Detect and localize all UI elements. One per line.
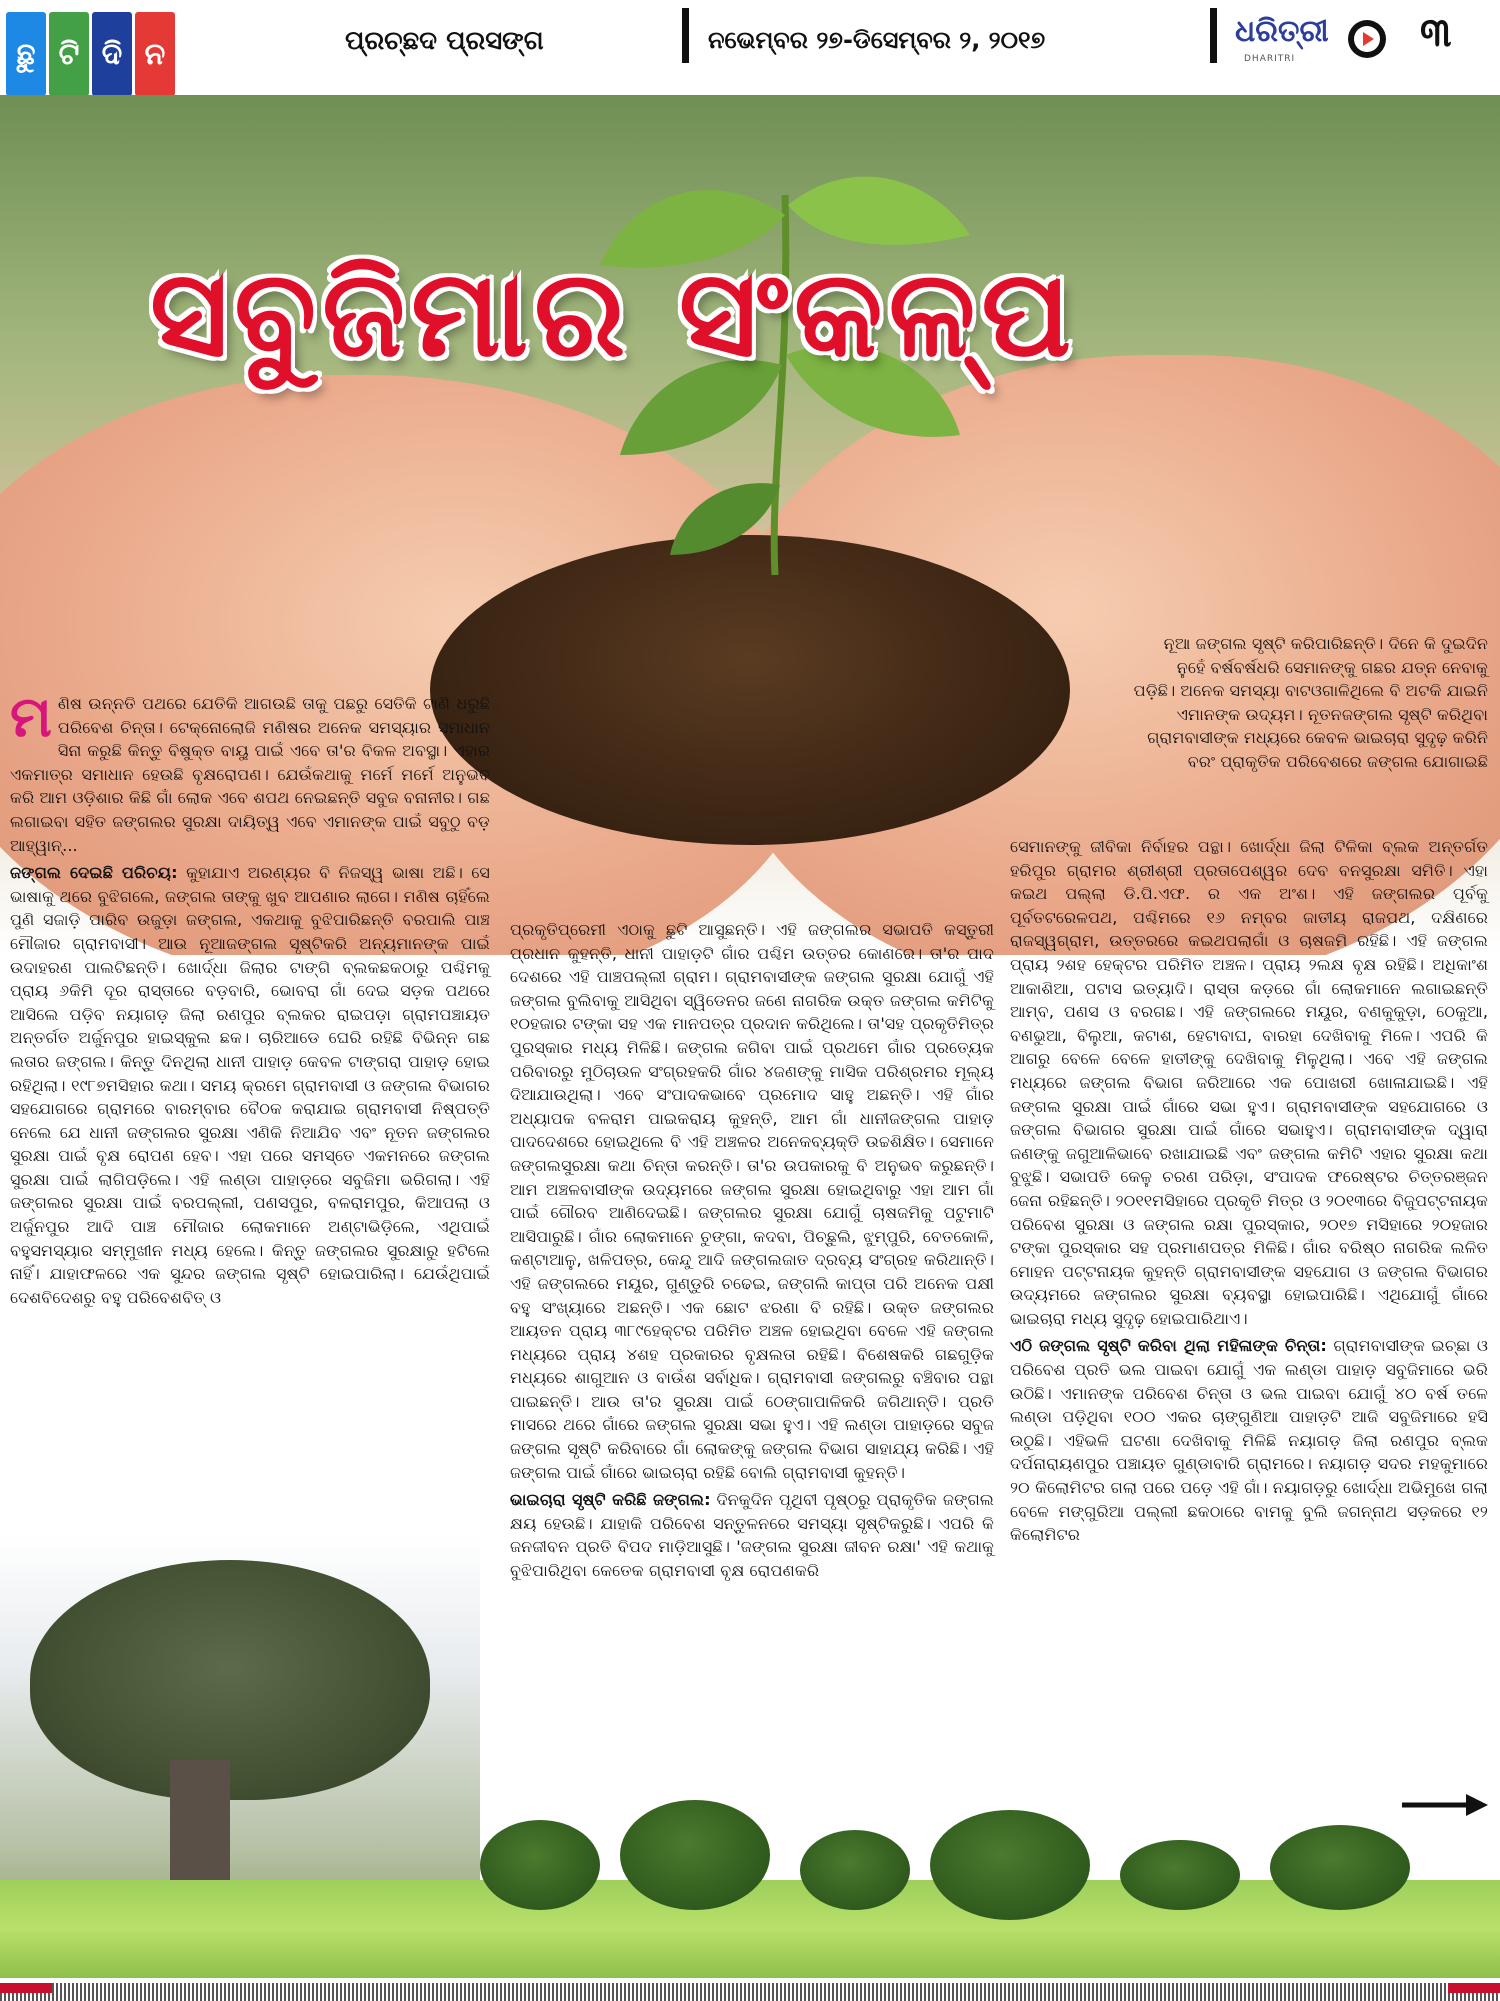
paragraph: ଣିଷ ଉନ୍ନତି ପଥରେ ଯେତିକି ଆଗଉଛି ତାକୁ ପଛରୁ ସେତିକି ଟାଣି ଧରୁଛି ପରିବେଶ ଚିନ୍ତା। ଟେକ୍ନୋଲୋଜି ମଣିଷର ଅନେକ ସମସ୍ୟାର ସମାଧାନ ସିନା କରୁଛି କିନ୍ତୁ ବିଷୁକ୍ତ ବାୟୁ ପାଇଁ ଏବେ ତା'ର ବିକଳ ଅବସ୍ଥା। ଏହାର ଏକମାତ୍ର ସମାଧାନ ହେଉଛି ବୃକ୍ଷରୋପଣ। ଯେଉଁକଥାକୁ ମର୍ମେ ମର୍ମେ ଅନୁଭବ କରି ଆମ ଓଡ଼ିଶାର କିଛି ଗାଁ ଲୋକ ଏବେ ଶପଥ ନେଇଛନ୍ତି ସବୁଜ ବନାନୀର। ଗଛ ଲଗାଇବା ସହିତ ଜଙ୍ଗଲର ସୁରକ୍ଷା ଦାୟିତ୍ୱ ଏବେ ଏମାନଙ୍କ ପାଇଁ ସବୁଠୁ ବଡ଼ ଆହ୍ୱାନ୍... (10, 694, 490, 855)
play-icon[interactable] (1348, 20, 1386, 58)
paragraph: ଗ୍ରାମବାସୀଙ୍କ ଇଚ୍ଛା ଓ ପରିବେଶ ପ୍ରତି ଭଲ ପାଇବା ଯୋଗୁଁ ଏକ ଲଣ୍ଡା ପାହାଡ଼ ସବୁଜିମାରେ ଭରି ଉଠିଛି। ଏମାନଙ୍କ ପରିବେଶ ଚିନ୍ତା ଓ ଭଲ ପାଇବା ଯୋଗୁଁ ୪୦ ବର୍ଷ ତଳେ ଲଣ୍ଡା ପଡ଼ିଥିବା ୧୦୦ ଏକର ଚାଙ୍ଗୁଣିଆ ପାହାଡ଼ଟି ଆଜି ସବୁଜିମାରେ ହସି ଉଠୁଛି। ଏହିଭଳି ଘଟଣା ଦେଖିବାକୁ ମିଳିଛି ନୟାଗଡ଼ ଜିଲା ରଣପୁର ବ୍ଲକ ଦର୍ପନାରାୟଣପୁର ପଞ୍ଚାୟତ ଗୁଣ୍ଡାବାରି ଗ୍ରାମରେ। ନୟାଗଡ଼ ସଦର ମହକୁମାରେ ୨୦ କିଲୋମିଟର ଗଲା ପରେ ପଡ଼େ ଏହି ଗାଁ। ନୟାଗଡ଼ରୁ ଖୋର୍ଦ୍ଧା ଅଭିମୁଖେ ଗଲା ବେଳେ ମଙ୍ଗୁରିଆ ପଲ୍ଲୀ ଛକଠାରେ ବାମକୁ ବୁଲି ଜଗନ୍ନାଥ ସଡ଼କରେ ୧୨ କିଲୋମିଟର (1010, 1336, 1488, 1545)
subhead: ଏଠି ଜଙ୍ଗଲ ସୃଷ୍ଟି କରିବା ଥିଲା ମହିଳାଙ୍କ ଚିନ୍ତା: (1010, 1336, 1327, 1356)
paragraph: ଦିନକୁଦିନ ପୃଥିବୀ ପୃଷ୍ଠରୁ ପ୍ରାକୃତିକ ଜଙ୍ଗଲ କ୍ଷୟ ହେଉଛି। ଯାହାକି ପରିବେଶ ସନ୍ତୁଳନରେ ସମସ୍ୟା ସୃଷ୍ଟିକରୁଛି। ଏପରି କି ଜନଜୀବନ ପ୍ରତି ବିପଦ ମାଡ଼ିଆସୁଛି। 'ଜଙ୍ଗଲ ସୁରକ୍ଷା ଜୀବନ ରକ୍ଷା' ଏହି କଥାକୁ ବୁଝିପାରିଥିବା କେତେକ ଗ୍ରାମବାସୀ ବୃକ୍ଷ ରୋପଣକରି (510, 1490, 994, 1581)
dropcap: ମ (10, 685, 52, 750)
meadow-photo (0, 1880, 1500, 1978)
tree (480, 1820, 600, 1910)
tree (930, 1810, 1090, 1920)
logo-letter: ଟି (49, 12, 89, 96)
footer-accent (1448, 1983, 1500, 1993)
article-column-1 (10, 685, 490, 1313)
article-column-3-intro (1010, 632, 1488, 778)
section-name: ପ୍ରଚ୍ଛଦ ପ୍ରସଙ୍ଗ (345, 26, 544, 56)
tree (1270, 1825, 1410, 1910)
footer-rule (0, 1983, 1500, 2001)
paragraph: ସେମାନଙ୍କୁ ଜୀବିକା ନିର୍ବାହର ପନ୍ଥା। ଖୋର୍ଦ୍ଧା ଜିଲା ଟିଳିକା ବ୍ଲକ ଅନ୍ତର୍ଗତ ହରିପୁର ଗ୍ରାମର ଶ୍ରୀଶ୍ରୀ ପ୍ରତାପେଶ୍ୱର ଦେବ ବନସୁରକ୍ଷା ସମିତି। ଏହା କଇଥ ପଲ୍ଲା ଡି.ପି.ଏଫ. ର ଏକ ଅଂଶ। ଏହି ଜଙ୍ଗଲର ପୂର୍ବକୁ ପୂର୍ବତଟରେଳପଥ, ପଶ୍ଚିମରେ ୧୬ ନମ୍ବର ଜାତୀୟ ରାଜପଥ, ଦକ୍ଷିଣରେ ରାଜସ୍ୱଗ୍ରାମ, ଉତ୍ତରରେ କଇଥପଲାଗାଁ ଓ ଚାଷଜମି ରହିଛି। ଏହି ଜଙ୍ଗଲ ପ୍ରାୟ ୨ଶହ ହେକ୍ଟର ପରିମିତ ଅଞ୍ଚଳ। ପ୍ରାୟ ୨ଲକ୍ଷ ବୃକ୍ଷ ରହିଛି। ଅଧିକାଂଶ ଆକାଶିଆ, ପଟାସ ଇତ୍ୟାଦି। ରାସ୍ତା କଡ଼ରେ ଗାଁ ଲୋକମାନେ ଲଗାଇଛନ୍ତି ଆମ୍ବ, ପଣସ ଓ ବରଗଛ। ଏହି ଜଙ୍ଗଲରେ ମୟୂର, ବଣକୁକୁଡ଼ା, ଠେକୁଆ, ବଣଭୁଆ, ବିଲୁଆ, କଟାଶ, ହେଟାବାଘ, ବାରହା ଦେଖିବାକୁ ମିଳେ। ଏପରି କି ଆଗରୁ ବେଳେ ବେଳେ ହାତୀଙ୍କୁ ଦେଖିବାକୁ ମିଳୁଥିଲା। ଏବେ ଏହି ଜଙ୍ଗଲ ମଧ୍ୟରେ ଜଙ୍ଗଲ ବିଭାଗ ଜରିଆରେ ଏକ ପୋଖରୀ ଖୋଳାଯାଇଛି। ଏହି ଜଙ୍ଗଲ ସୁରକ୍ଷା ପାଇଁ ଗାଁରେ ସଭା ହୁଏ। ଗ୍ରାମବାସୀଙ୍କ ସହଯୋଗରେ ଓ ଜଙ୍ଗଲ ବିଭାଗର ସୁରକ୍ଷା ପାଇଁ ଗାଁରେ ସଭାହୁଏ। ଗ୍ରାମବାସୀଙ୍କ ଦ୍ୱାରା ଜଣଙ୍କୁ ଜଗୁଆଳିଭାବେ ରଖାଯାଇଛି ଏବଂ ଜଙ୍ଗଲ କମିଟି ଏହାର ସୁରକ୍ଷା କଥା ବୁଝୁଛି। ସଭାପତି କେଳୁ ଚରଣ ପରିଡ଼ା, ସଂପାଦକ ଫରେଷ୍ଟର ଚିତ୍ତରଞ୍ଜନ ଜେନା ରହିଛନ୍ତି। ୨୦୧୧ମସିହାରେ ପ୍ରକୃତି ମିତ୍ର ଓ ୨୦୧୩ରେ ବିଜୁପଟ୍ଟନାୟକ ପରିବେଶ ସୁରକ୍ଷା ଓ ଜଙ୍ଗଲ ରକ୍ଷା ପୁରସ୍କାର, ୨୦୧୭ ମସିହାରେ ୨୦ହଜାର ଟଙ୍କା ପୁରସ୍କାର ସହ ପ୍ରମାଣପତ୍ର ମିଳିଛି। ଗାଁର ବରିଷ୍ଠ ନାଗରିକ ଲଳିତ ମୋହନ ପଟ୍ଟନାୟକ କୁହନ୍ତି ଗ୍ରାମବାସୀଙ୍କ ସହଯୋଗ ଓ ଜଙ୍ଗଲ ବିଭାଗର ଉଦ୍ୟମରେ ଜଙ୍ଗଲର ସୁରକ୍ଷା ବ୍ୟବସ୍ଥା ହୋଇପାରିଛି। ଏଥିଯୋଗୁଁ ଗାଁରେ ଭାଇଚାରା ମଧ୍ୟ ସୁଦୃଢ଼ ହୋଇପାରିଥାଏ। (1010, 837, 1488, 1328)
logo-letter: ଦି (92, 12, 132, 96)
subhead: ଭାଇଚାରା ସୃଷ୍ଟି କରିଛି ଜଙ୍ଗଲ: (510, 1490, 711, 1510)
logo-letter: ଛୁ (6, 12, 46, 96)
newspaper-brand: ଧରିତ୍ରୀ (1235, 14, 1329, 49)
logo-letter: ନ (135, 12, 175, 96)
divider (682, 8, 689, 63)
tree (800, 1830, 910, 1910)
footer-accent (0, 1983, 52, 1993)
banyan-tree (30, 1560, 430, 1800)
article-column-2 (510, 918, 994, 1587)
divider (1210, 8, 1217, 63)
newspaper-brand-sub: DHARITRI (1244, 54, 1296, 64)
tree (620, 1800, 770, 1910)
article-column-3 (1010, 835, 1488, 1551)
paragraph: ନୂଆ ଜଙ୍ଗଲ ସୃଷ୍ଟି କରିପାରିଛନ୍ତି। ଦିନେ କି ଦୁଇଦିନ ନୁହେଁ ବର୍ଷବର୍ଷଧରି ସେମାନଙ୍କୁ ଗଛର ଯତ୍ନ ନେବାକୁ ପଡ଼ିଛି। ଅନେକ ସମସ୍ୟା ବାଟଓଗାଳିଥିଲେ ବି ଅଟକି ଯାଇନି ଏମାନଙ୍କ ଉଦ୍ୟମ। ନୂତନଜଙ୍ଗଲ ସୃଷ୍ଟି କରିଥିବା ଗ୍ରାମବାସୀଙ୍କ ମଧ୍ୟରେ କେବଳ ଭାଇଚାରା ସୁଦୃଢ଼ କରିନି ବରଂ ପ୍ରାକୃତିକ ପରିବେଶରେ ଜଙ୍ଗଲ ଯୋଗାଇଛି (1133, 634, 1488, 771)
right-arrow-icon (1400, 1790, 1490, 1820)
paragraph: କୁହାଯାଏ ଅରଣ୍ୟର ବି ନିଜସ୍ୱ ଭାଷା ଅଛି। ସେ ଭାଷାକୁ ଥରେ ବୁଝିଗଲେ, ଜଙ୍ଗଲ ତାଙ୍କୁ ଖୁବ ଆପଣାର ଲାଗେ। ମଣିଷ ଚାହିଁଲେ ପୁଣି ସଜାଡ଼ି ପାରିବ ଉଜୁଡ଼ା ଜଙ୍ଗଲ, ଏକଥାକୁ ବୁଝିପାରିଛନ୍ତି ବରପାଲି ପାଞ୍ଚ ମୌଜାର ଗ୍ରାମବାସୀ। ଆଉ ନୂଆଜଙ୍ଗଲ ସୃଷ୍ଟିକରି ଅନ୍ୟମାନଙ୍କ ପାଇଁ ଉଦାହରଣ ପାଲଟିଛନ୍ତି। ଖୋର୍ଦ୍ଧା ଜିଲାର ଟାଙ୍ଗି ବ୍ଲକଛକଠାରୁ ପଶ୍ଚିମକୁ ପ୍ରାୟ ୬କିମି ଦୂର ରାସ୍ତାରେ ବଡ଼ବାରି, ଭୋବରା ଗାଁ ଦେଇ ସଡ଼କ ପଥରେ ଆସିଲେ ପଡ଼ିବ ନୟାଗଡ଼ ଜିଲା ରଣପୁର ବ୍ଲକର ରାଇପଡ଼ା ଗ୍ରାମପଞ୍ଚାୟତ ଅନ୍ତର୍ଗତ ଅର୍ଜୁନପୁର ହାଇସ୍କୁଲ ଛକ। ଚାରିଆଡେ ଘେରି ରହିଛି ବିଭିନ୍ନ ଗଛ ଲତାର ଜଙ୍ଗଲ। କିନ୍ତୁ ଦିନଥିଲା ଧାନୀ ପାହାଡ଼ କେବଳ ଟାଙ୍ଗରା ପାହାଡ଼ ହୋଇ ରହିଥିଲା। ୧୯୮୭ମସିହାର କଥା। ସମୟ କ୍ରମେ ଗ୍ରାମବାସୀ ଓ ଜଙ୍ଗଲ ବିଭାଗର ସହଯୋଗରେ ଗ୍ରାମରେ ବାରମ୍ବାର ବୈଠକ କରାଯାଇ ଗ୍ରାମବାସୀ ନିଷ୍ପତ୍ତି ନେଲେ ଯେ ଧାନୀ ଜଙ୍ଗଲର ସୁରକ୍ଷା ଏଣିକି ନିଆଯିବ ଏବଂ ନୂତନ ଜଙ୍ଗଲର ସୁରକ୍ଷା ପାଇଁ ବୃକ୍ଷ ରୋପଣ ହେବ। ଏହା ପରେ ସମସ୍ତେ ଏକମନରେ ଜଙ୍ଗଲ ସୁରକ୍ଷା ପାଇଁ ଲାଗିପଡ଼ିଲେ। ଏହି ଲଣ୍ଡା ପାହାଡ଼ରେ ସବୁଜିମା ଭରିଗଲା। ଏହି ଜଙ୍ଗଲର ସୁରକ୍ଷା ପାଇଁ ବରପଲ୍ଲୀ, ପଣସପୁର, ବଳରାମପୁର, କିଆପଲା ଓ ଅର୍ଜୁନପୁର ଆଦି ପାଞ୍ଚ ମୌଜାର ଲୋକମାନେ ଅଣ୍ଟାଭିଡ଼ିଲେ, ଏଥିପାଇଁ ବହୁସମସ୍ୟାର ସମ୍ମୁଖୀନ ମଧ୍ୟ ହେଲେ। କିନ୍ତୁ ଜଙ୍ଗଲର ସୁରକ୍ଷାରୁ ହଟିଲେ ନାହିଁ। ଯାହାଫଳରେ ଏକ ସୁନ୍ଦର ଜଙ୍ଗଲ ସୃଷ୍ଟି ହୋଇପାରିଲା। ଯେଉଁଥିପାଇଁ ଦେଶବିଦେଶରୁ ବହୁ ପରିବେଶବିତ୍ ଓ (10, 863, 490, 1307)
paragraph: ପ୍ରକୃତିପ୍ରେମୀ ଏଠାକୁ ଛୁଟି ଆସୁଛନ୍ତି। ଏହି ଜଙ୍ଗଲର ସଭାପତି କସ୍ତୁରୀ ପ୍ରଧାନ କୁହନ୍ତି, ଧାନୀ ପାହାଡ଼ଟି ଗାଁର ପଶ୍ଚିମ ଉତ୍ତର କୋଣରେ। ତା'ର ପାଦ ଦେଶରେ ଏହି ପାଞ୍ଚପଲ୍ଲୀ ଗ୍ରାମ। ଗ୍ରାମବାସୀଙ୍କ ଜଙ୍ଗଲ ସୁରକ୍ଷା ଯୋଗୁଁ ଏହି ଜଙ୍ଗଲ ବୁଲିବାକୁ ଆସିଥିବା ସ୍ୱିଡେନର ଜଣେ ନାଗରିକ ଉକ୍ତ ଜଙ୍ଗଲ କମିଟିକୁ ୧୦ହଜାର ଟଙ୍କା ସହ ଏକ ମାନପତ୍ର ପ୍ରଦାନ କରିଥିଲେ। ତା'ସହ ପ୍ରକୃତିମିତ୍ର ପୁରସ୍କାର ମଧ୍ୟ ମିଳିଛି। ଜଙ୍ଗଲ ଜଗିବା ପାଇଁ ପ୍ରଥମେ ଗାଁର ପ୍ରତ୍ୟେକ ପରିବାରରୁ ମୁଠିଚାଉଳ ସଂଗ୍ରହକରି ଗାଁର ୪ଜଣଙ୍କୁ ମାସିକ ପରିଶ୍ରମର ମୂଲ୍ୟ ଦିଆଯାଉଥିଲା। ଏବେ ସଂପାଦକଭାବେ ପ୍ରମୋଦ ସାହୁ ଅଛନ୍ତି। ଏହି ଗାଁର ଅଧ୍ୟାପକ ବଳରାମ ପାଇକରାୟ କୁହନ୍ତି, ଆମ ଗାଁ ଧାନୀଜଙ୍ଗଲ ପାହାଡ଼ ପାଦଦେଶରେ ହୋଇଥିଲେ ବି ଏହି ଅଞ୍ଚଳର ଅନେକବ୍ୟକ୍ତି ଉଚ୍ଚଶିକ୍ଷିତ। ସେମାନେ ଜଙ୍ଗଲସୁରକ୍ଷା କଥା ଚିନ୍ତା କରନ୍ତି। ତା'ର ଉପକାରକୁ ବି ଅନୁଭବ କରୁଛନ୍ତି। ଆମ ଅଞ୍ଚଳବାସୀଙ୍କ ଉଦ୍ୟମରେ ଜଙ୍ଗଲ ସୁରକ୍ଷା ହୋଇଥିବାରୁ ଏହା ଆମ ଗାଁ ପାଇଁ ଗୌରବ ଆଣିଦେଇଛି। ଜଙ୍ଗଲର ସୁରକ୍ଷା ଯୋଗୁଁ ଚାଷଜମିକୁ ପଟୁମାଟି ଆସିପାରୁଛି। ଗାଁର ଲୋକମାନେ ଚୁଙ୍ଗା, କଦବା, ପିଚ୍ଛୁଲି, ଝୁମ୍ପୁରି, ବେତକୋଳି, କଣ୍ଟାଆଳୁ, ଖଳିପତ୍ର, କେନ୍ଦୁ ଆଦି ଜଙ୍ଗଲଜାତ ଦ୍ରବ୍ୟ ସଂଗ୍ରହ କରିଥାନ୍ତି। ଏହି ଜଙ୍ଗଲରେ ମୟୂର, ଗୁଣ୍ଡୁରି ଚଢେଇ, ଜଙ୍ଗଲି କାପ୍ତା ପରି ଅନେକ ପକ୍ଷୀ ବହୁ ସଂଖ୍ୟାରେ ଅଛନ୍ତି। ଏକ ଛୋଟ ଝରଣା ବି ରହିଛି। ଉକ୍ତ ଜଙ୍ଗଲର ଆୟତନ ପ୍ରାୟ ୩୮୯ହେକ୍ଟର ପରିମିତ ଅଞ୍ଚଳ ହୋଇଥିବା ବେଳେ ଏହି ଜଙ୍ଗଲ ମଧ୍ୟରେ ପ୍ରାୟ ୪ଶହ ପ୍ରକାରର ବୃକ୍ଷଲତା ରହିଛି। ବିଶେଷକରି ଗଛଗୁଡ଼ିକ ମଧ୍ୟରେ ଶାଗୁଆନ ଓ ବାଉଁଶ ସର୍ବାଧିକ। ଗ୍ରାମବାସୀ ଜଙ୍ଗଲରୁ ବଞ୍ଚିବାର ପନ୍ଥା ପାଇଛନ୍ତି। ଆଉ ତା'ର ସୁରକ୍ଷା ପାଇଁ ଠେଙ୍ଗାପାଳିକରି ଜଗିଥାନ୍ତି। ପ୍ରତି ମାସରେ ଥରେ ଗାଁରେ ଜଙ୍ଗଲ ସୁରକ୍ଷା ସଭା ହୁଏ। ଏହି ଲଣ୍ଡା ପାହାଡ଼ରେ ସବୁଜ ଜଙ୍ଗଲ ସୃଷ୍ଟି କରିବାରେ ଗାଁ ଲୋକଙ୍କୁ ଜଙ୍ଗଲ ବିଭାଗ ସାହାଯ୍ୟ କରିଛି। ଏହି ଜଙ୍ଗଲ ପାଇଁ ଗାଁରେ ଭାଇଚାରା ରହିଛି ବୋଲି ଗ୍ରାମବାସୀ କୁହନ୍ତି। (510, 920, 994, 1482)
section-logo (6, 12, 175, 96)
tree (1120, 1840, 1240, 1910)
masthead (0, 0, 1500, 100)
headline: ସବୁଜିମାର ସଂକଳ୍ପ (150, 245, 1078, 384)
subhead: ଜଙ୍ଗଲ ଦେଇଛି ପରିଚୟ: (10, 863, 178, 883)
page-number: ୩ (1420, 10, 1452, 56)
issue-date: ନଭେମ୍ବର ୨୭-ଡିସେମ୍ବର ୨, ୨୦୧୭ (708, 26, 1046, 54)
